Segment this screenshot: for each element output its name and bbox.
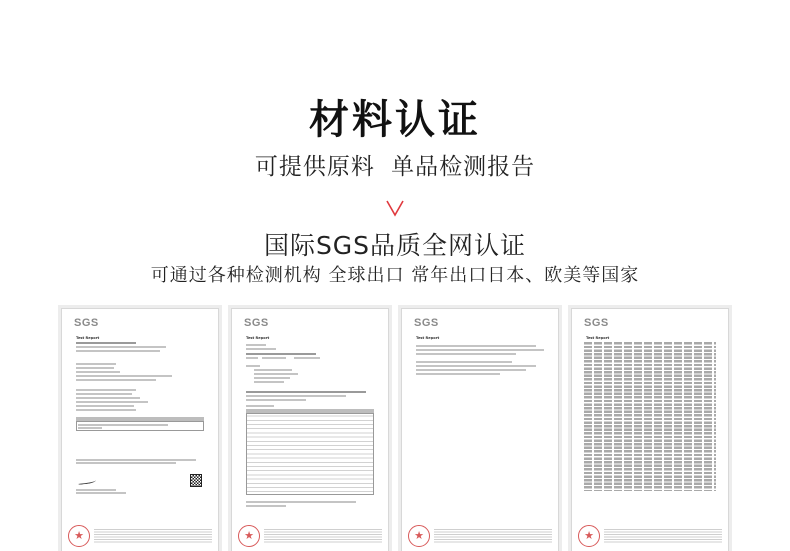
sgs-logo: SGS	[414, 317, 439, 329]
certificate-image-3[interactable]	[398, 305, 562, 551]
chevron-down-icon	[384, 197, 406, 219]
page-title: 材料认证	[309, 97, 481, 143]
certificate-sheet	[572, 309, 728, 551]
seal-icon	[68, 525, 90, 547]
certificate-body	[402, 309, 558, 551]
seal-icon	[578, 525, 600, 547]
sgs-logo: SGS	[74, 317, 99, 329]
test-report-label: Test Report	[586, 336, 610, 340]
test-report-label: Test Report	[246, 336, 270, 340]
certificate-body	[232, 309, 388, 551]
certificate-gallery	[58, 305, 733, 551]
seal-icon	[408, 525, 430, 547]
sgs-logo: SGS	[584, 317, 609, 329]
certificate-footer	[232, 521, 388, 551]
page-subtitle: 可提供原料 单品检测报告	[254, 154, 536, 180]
test-report-label: Test Report	[416, 336, 440, 340]
certificate-footer	[572, 521, 728, 551]
sgs-logo: SGS	[244, 317, 269, 329]
certificate-image-2[interactable]	[228, 305, 392, 551]
certificate-footer	[402, 521, 558, 551]
seal-icon	[238, 525, 260, 547]
certificate-body	[572, 309, 728, 551]
test-report-label: Test Report	[76, 336, 100, 340]
certificate-body	[62, 309, 218, 551]
certificate-footer	[62, 521, 218, 551]
certificate-sheet	[232, 309, 388, 551]
certificate-sheet	[402, 309, 558, 551]
certificate-image-4[interactable]	[568, 305, 732, 551]
section-heading: 国际SGS品质全网认证	[263, 231, 527, 260]
section-description: 可通过各种检测机构 全球出口 常年出口日本、欧美等国家	[150, 265, 640, 286]
certificate-image-1[interactable]	[58, 305, 222, 551]
certificate-sheet	[62, 309, 218, 551]
